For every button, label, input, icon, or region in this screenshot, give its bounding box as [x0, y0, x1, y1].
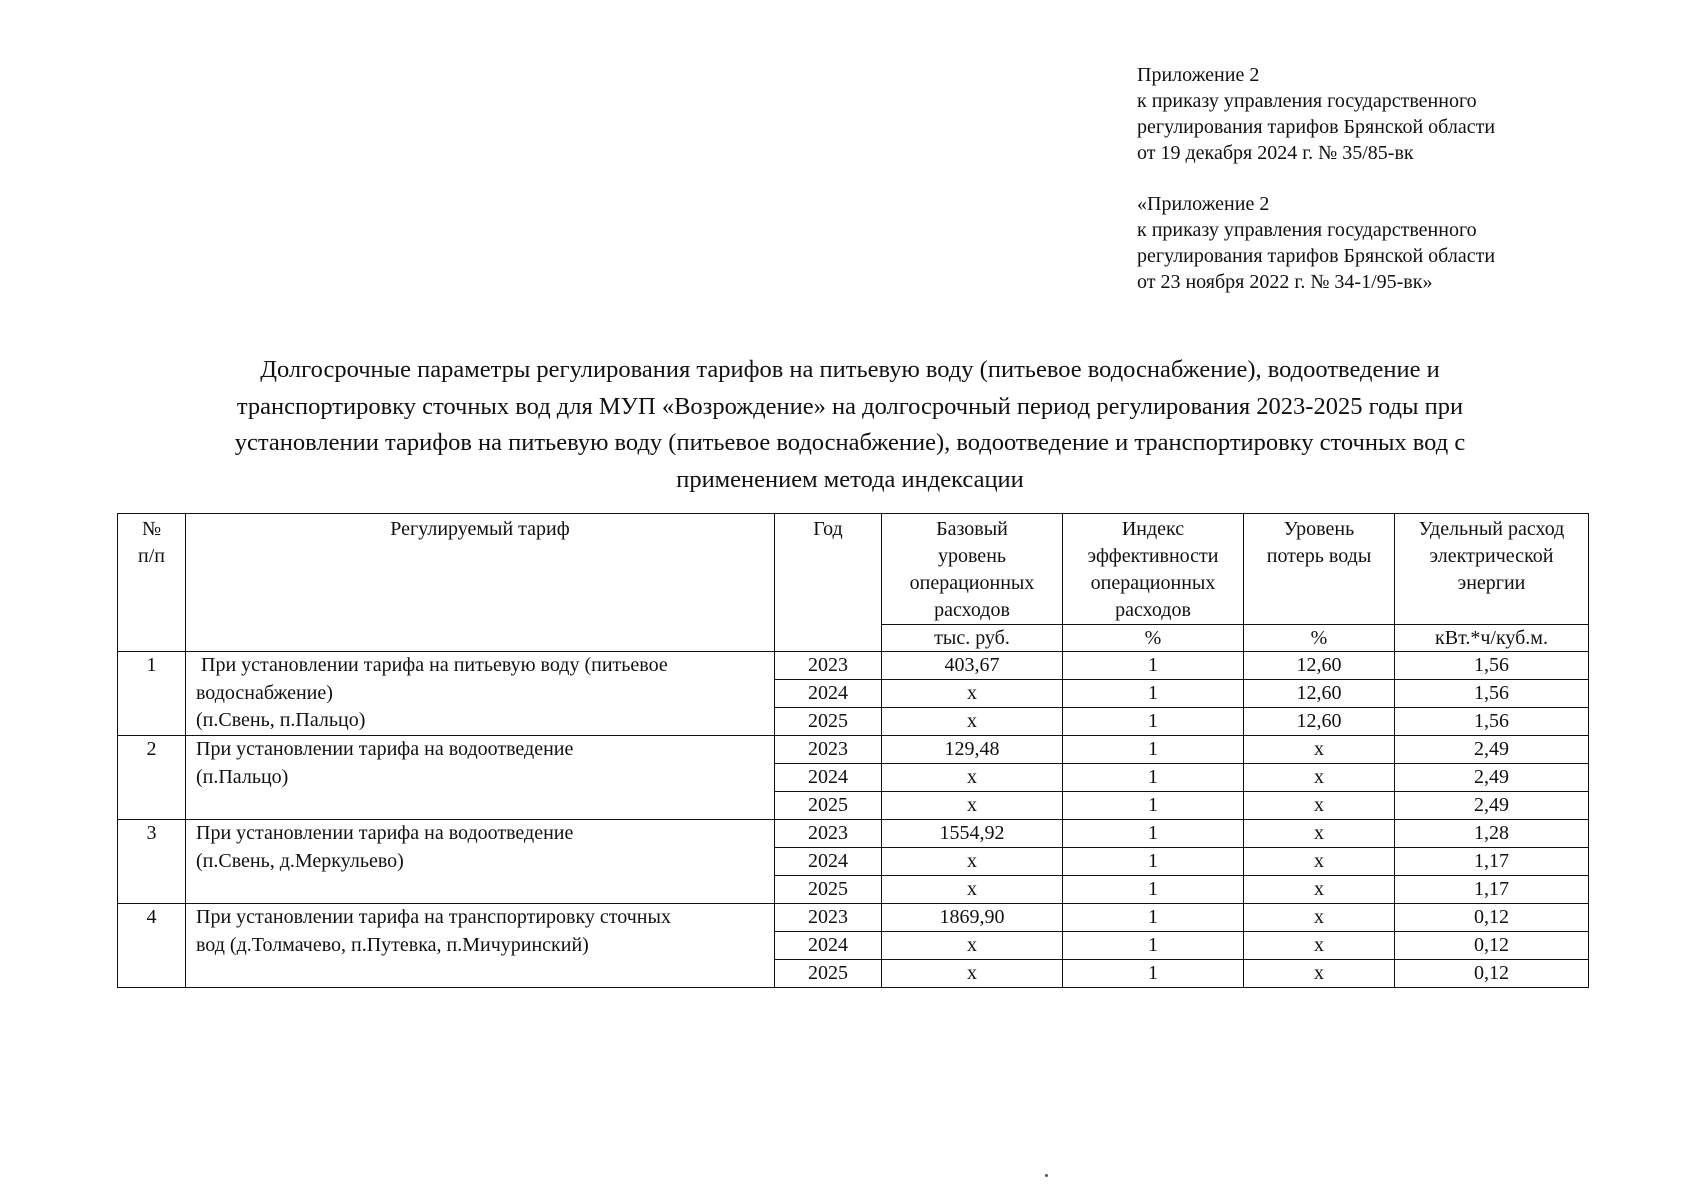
tariff-line: При установлении тарифа на водоотведение	[196, 738, 574, 760]
header-tariff-text: Регулируемый тариф	[390, 518, 570, 540]
cell-loss: х	[1244, 848, 1395, 876]
appendix-authority: регулирования тарифов Брянской области	[1137, 116, 1496, 138]
appendix-header-original	[1137, 191, 1495, 295]
cell-base: х	[882, 932, 1063, 960]
cell-year: 2025	[775, 876, 882, 904]
cell-loss: 12,60	[1244, 708, 1395, 736]
cell-year: 2023	[775, 736, 882, 764]
appendix-label: Приложение 2	[1137, 64, 1260, 86]
cell-energy: 0,12	[1395, 960, 1589, 988]
cell-base: х	[882, 848, 1063, 876]
cell-base: х	[882, 960, 1063, 988]
cell-year: 2023	[775, 820, 882, 848]
table-row	[118, 736, 1589, 764]
tariff-line: При установлении тарифа на питьевую воду (питьевое	[196, 654, 668, 676]
header-water-loss	[1244, 514, 1395, 625]
header-energy-line: энергии	[1457, 572, 1526, 594]
cell-energy: 2,49	[1395, 764, 1589, 792]
cell-base: х	[882, 764, 1063, 792]
header-loss-line: Уровень	[1283, 518, 1355, 540]
cell-index: 1	[1063, 820, 1244, 848]
tariff-line: водоснабжение)	[196, 681, 333, 704]
cell-energy: 1,56	[1395, 708, 1589, 736]
header-base-opex	[882, 514, 1063, 625]
cell-energy: 0,12	[1395, 904, 1589, 932]
tariff-line: (п.Свень, п.Пальцо)	[196, 709, 366, 731]
header-index-line: операционных	[1090, 572, 1216, 594]
header-year	[775, 514, 882, 652]
cell-energy: 2,49	[1395, 792, 1589, 820]
cell-index: 1	[1063, 848, 1244, 876]
cell-base: 1554,92	[882, 820, 1063, 848]
tariff-line: (п.Свень, д.Меркульево)	[196, 849, 404, 872]
title-line: установлении тарифов на питьевую воду (питьевое водоснабжение), водоотведение и транспортировку сточных вод с	[234, 429, 1466, 456]
cell-loss: х	[1244, 876, 1395, 904]
header-energy-line: электрической	[1429, 545, 1554, 567]
parameters-table	[117, 513, 1589, 988]
unit-loss: %	[1244, 625, 1395, 652]
appendix-order-text: к приказу управления государственного	[1137, 90, 1477, 112]
row-number: 3	[118, 820, 186, 904]
cell-index: 1	[1063, 764, 1244, 792]
unit-energy: кВт.*ч/куб.м.	[1395, 625, 1589, 652]
header-loss-line: потерь воды	[1266, 545, 1372, 567]
appendix-authority: регулирования тарифов Брянской области	[1137, 245, 1496, 267]
cell-loss: х	[1244, 736, 1395, 764]
title-line: применением метода индексации	[676, 465, 1024, 493]
header-index-line: Индекс	[1121, 518, 1185, 540]
cell-energy: 1,17	[1395, 876, 1589, 904]
appendix-label: «Приложение 2	[1137, 193, 1270, 215]
cell-year: 2023	[775, 652, 882, 680]
tariff-description	[186, 652, 775, 736]
cell-loss: х	[1244, 904, 1395, 932]
cell-loss: х	[1244, 764, 1395, 792]
cell-loss: 12,60	[1244, 680, 1395, 708]
cell-energy: 1,56	[1395, 652, 1589, 680]
header-base-line: Базовый	[936, 518, 1008, 540]
cell-base: х	[882, 876, 1063, 904]
cell-loss: х	[1244, 932, 1395, 960]
row-number: 2	[118, 736, 186, 820]
scan-speck	[1045, 1174, 1048, 1177]
header-energy-line: Удельный расход	[1418, 518, 1565, 540]
cell-loss: х	[1244, 792, 1395, 820]
appendix-header-current	[1137, 62, 1495, 166]
appendix-date-number: от 19 декабря 2024 г. № 35/85-вк	[1137, 142, 1414, 164]
tariff-description	[186, 736, 775, 820]
cell-year: 2024	[775, 764, 882, 792]
cell-energy: 2,49	[1395, 736, 1589, 764]
table-row	[118, 904, 1589, 932]
table-row	[118, 652, 1589, 680]
header-base-line: расходов	[934, 599, 1010, 621]
header-base-line: уровень	[937, 545, 1007, 567]
cell-base: 1869,90	[882, 904, 1063, 932]
tariff-line: (п.Пальцо)	[196, 765, 289, 788]
row-number: 1	[118, 652, 186, 736]
header-index-line: расходов	[1115, 599, 1191, 621]
cell-year: 2024	[775, 680, 882, 708]
unit-base: тыс. руб.	[882, 625, 1063, 652]
cell-year: 2023	[775, 904, 882, 932]
cell-loss: 12,60	[1244, 652, 1395, 680]
cell-index: 1	[1063, 960, 1244, 988]
tariff-line: вод (д.Толмачево, п.Путевка, п.Мичуринский)	[196, 933, 589, 956]
cell-base: х	[882, 708, 1063, 736]
cell-index: 1	[1063, 932, 1244, 960]
document-title	[150, 352, 1550, 498]
cell-loss: х	[1244, 820, 1395, 848]
header-num-line: №	[141, 518, 162, 540]
header-energy-consumption	[1395, 514, 1589, 625]
header-year-text: Год	[813, 518, 843, 540]
tariff-description	[186, 820, 775, 904]
cell-year: 2024	[775, 848, 882, 876]
cell-base: х	[882, 680, 1063, 708]
title-line: Долгосрочные параметры регулирования тарифов на питьевую воду (питьевое водоснабжение), водоотведение и	[260, 356, 1440, 383]
cell-index: 1	[1063, 736, 1244, 764]
cell-year: 2025	[775, 792, 882, 820]
header-tariff	[186, 514, 775, 652]
cell-energy: 1,17	[1395, 848, 1589, 876]
header-base-line: операционных	[909, 572, 1035, 594]
cell-base: х	[882, 792, 1063, 820]
table-row	[118, 820, 1589, 848]
cell-index: 1	[1063, 680, 1244, 708]
tariff-line: При установлении тарифа на транспортировку сточных	[196, 906, 671, 928]
title-line: транспортировку сточных вод для МУП «Возрождение» на долгосрочный период регулирования 2023-2025 годы при	[236, 392, 1464, 420]
cell-year: 2025	[775, 708, 882, 736]
row-number: 4	[118, 904, 186, 988]
cell-index: 1	[1063, 708, 1244, 736]
cell-energy: 1,28	[1395, 820, 1589, 848]
cell-index: 1	[1063, 792, 1244, 820]
header-row	[118, 514, 1589, 625]
tariff-line: При установлении тарифа на водоотведение	[196, 822, 574, 844]
cell-index: 1	[1063, 876, 1244, 904]
appendix-order-text: к приказу управления государственного	[1137, 219, 1477, 241]
unit-index: %	[1063, 625, 1244, 652]
tariff-description	[186, 904, 775, 988]
cell-year: 2024	[775, 932, 882, 960]
cell-year: 2025	[775, 960, 882, 988]
cell-energy: 0,12	[1395, 932, 1589, 960]
cell-base: 403,67	[882, 652, 1063, 680]
cell-index: 1	[1063, 904, 1244, 932]
cell-index: 1	[1063, 652, 1244, 680]
header-efficiency-index	[1063, 514, 1244, 625]
cell-energy: 1,56	[1395, 680, 1589, 708]
cell-loss: х	[1244, 960, 1395, 988]
header-index-line: эффективности	[1087, 545, 1219, 567]
appendix-date-number: от 23 ноября 2022 г. № 34-1/95-вк»	[1137, 271, 1433, 293]
header-num	[118, 514, 186, 652]
cell-base: 129,48	[882, 736, 1063, 764]
header-num-line: п/п	[138, 545, 165, 567]
